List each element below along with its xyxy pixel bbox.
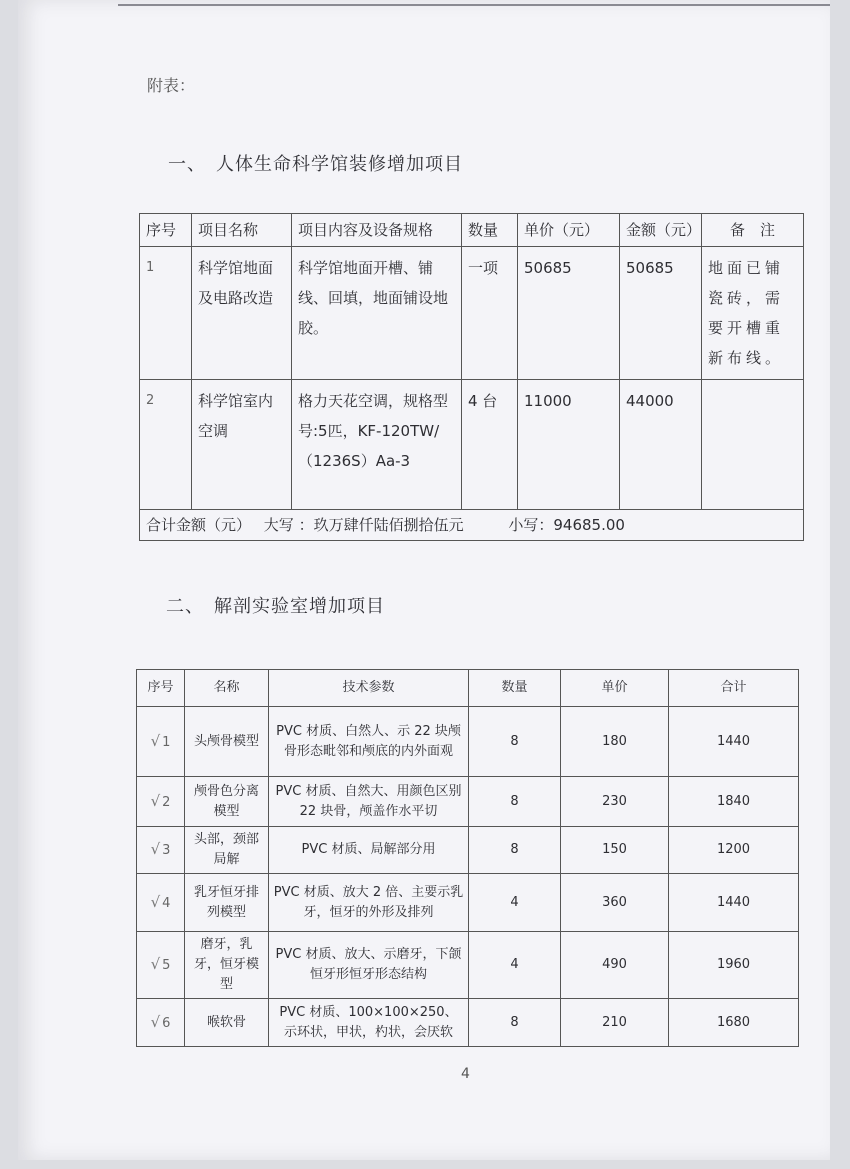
row-params: PVC 材质、放大 2 倍、主要示乳牙，恒牙的外形及排列 — [269, 874, 469, 932]
row-unit-price: 50685 — [518, 247, 620, 380]
row-unit-price: 180 — [561, 707, 669, 777]
row-total: 1960 — [669, 932, 799, 999]
row-no: 1 — [140, 247, 192, 380]
header-remark: 备 注 — [702, 214, 804, 247]
row-unit-price: 150 — [561, 827, 669, 874]
section1-number: 一、 — [168, 154, 206, 175]
check-mark-icon: √ — [150, 955, 161, 973]
row-params: PVC 材质、放大、示磨牙，下颌恒牙形恒牙形态结构 — [269, 932, 469, 999]
row-name: 颅骨色分离模型 — [185, 777, 269, 827]
row-qty: 一项 — [462, 247, 518, 380]
section2-heading — [166, 592, 385, 618]
header-name: 项目名称 — [192, 214, 292, 247]
table-row — [137, 827, 799, 874]
row-qty: 4 — [469, 932, 561, 999]
row-no: 2 — [162, 794, 171, 810]
row-total: 1840 — [669, 777, 799, 827]
section2-number: 二、 — [166, 596, 204, 617]
row-no: 5 — [162, 958, 171, 973]
section1-title: 人体生命科学馆装修增加项目 — [216, 154, 463, 175]
row-name: 科学馆室内空调 — [192, 380, 292, 510]
header-unit-price: 单价（元） — [518, 214, 620, 247]
row-remark: 地面已铺瓷砖，需要开槽重新布线。 — [702, 247, 804, 380]
row-unit-price: 210 — [561, 999, 669, 1047]
row-no: 1 — [162, 734, 171, 750]
row-name: 喉软骨 — [185, 999, 269, 1047]
row-name: 科学馆地面及电路改造 — [192, 247, 292, 380]
row-content: 科学馆地面开槽、铺线、回填，地面铺设地胶。 — [292, 247, 462, 380]
row-params: PVC 材质、白然人、示 22 块颅骨形态毗邻和颅底的内外面观 — [269, 707, 469, 777]
row-total: 1680 — [669, 999, 799, 1047]
row-unit-price: 360 — [561, 874, 669, 932]
section1-table — [139, 213, 804, 541]
row-unit-price: 490 — [561, 932, 669, 999]
row-no: 3 — [162, 843, 171, 858]
check-mark-icon: √ — [150, 1012, 161, 1031]
row-name: 头颅骨模型 — [185, 707, 269, 777]
header-no: 序号 — [137, 670, 185, 707]
table-row — [137, 999, 799, 1047]
row-unit-price: 11000 — [518, 380, 620, 510]
table-row — [137, 707, 799, 777]
total-upper: 大写 ：玖万肆仟陆佰捌拾伍元 — [263, 516, 464, 534]
row-qty: 4 — [469, 874, 561, 932]
page-number: 4 — [461, 1066, 470, 1082]
header-total: 合计 — [669, 670, 799, 707]
total-row — [140, 510, 804, 541]
row-total: 1200 — [669, 827, 799, 874]
check-mark-icon: √ — [150, 840, 161, 858]
row-qty: 8 — [469, 777, 561, 827]
table-row — [140, 247, 804, 380]
header-unit-price: 单价 — [561, 670, 669, 707]
row-total: 1440 — [669, 874, 799, 932]
row-qty: 8 — [469, 999, 561, 1047]
row-content: 格力天花空调，规格型号:5匹，KF-120TW/（1236S）Aa-3 — [292, 380, 462, 510]
header-no: 序号 — [140, 214, 192, 247]
row-total: 1440 — [669, 707, 799, 777]
check-mark-icon: √ — [150, 892, 161, 911]
row-amount: 44000 — [620, 380, 702, 510]
section2-title: 解剖实验室增加项目 — [214, 596, 385, 617]
table-row — [137, 932, 799, 999]
row-qty: 8 — [469, 707, 561, 777]
row-no: 2 — [140, 380, 192, 510]
row-no: 4 — [162, 895, 171, 911]
total-label: 合计金额（元） — [146, 516, 252, 534]
top-divider — [118, 4, 830, 6]
check-mark-icon: √ — [150, 731, 161, 750]
row-no: 6 — [162, 1015, 171, 1031]
table-header-row — [140, 214, 804, 247]
row-qty: 8 — [469, 827, 561, 874]
table-row — [137, 874, 799, 932]
check-mark-icon: √ — [150, 791, 161, 810]
table-header-row — [137, 670, 799, 707]
table-row — [137, 777, 799, 827]
header-params: 技术参数 — [269, 670, 469, 707]
row-unit-price: 230 — [561, 777, 669, 827]
appendix-label: 附表： — [147, 76, 196, 95]
table-row — [140, 380, 804, 510]
header-qty: 数量 — [469, 670, 561, 707]
row-name: 磨牙，乳牙，恒牙模型 — [185, 932, 269, 999]
row-qty: 4 台 — [462, 380, 518, 510]
row-name: 头部，颈部局解 — [185, 827, 269, 874]
header-amount: 金额（元） — [620, 214, 702, 247]
section2-table — [136, 669, 799, 1047]
row-amount: 50685 — [620, 247, 702, 380]
header-qty: 数量 — [462, 214, 518, 247]
header-name: 名称 — [185, 670, 269, 707]
row-name: 乳牙恒牙排列模型 — [185, 874, 269, 932]
row-params: PVC 材质、局解部分用 — [269, 827, 469, 874]
total-lower: 小写：94685.00 — [508, 516, 625, 534]
row-params: PVC 材质、自然大、用颜色区别 22 块骨，颅盖作水平切 — [269, 777, 469, 827]
row-remark — [702, 380, 804, 510]
total-cell — [140, 510, 804, 541]
header-content: 项目内容及设备规格 — [292, 214, 462, 247]
section1-heading — [168, 150, 463, 176]
row-params: PVC 材质、100×100×250、示环状，甲状，杓状，会厌软 — [269, 999, 469, 1047]
